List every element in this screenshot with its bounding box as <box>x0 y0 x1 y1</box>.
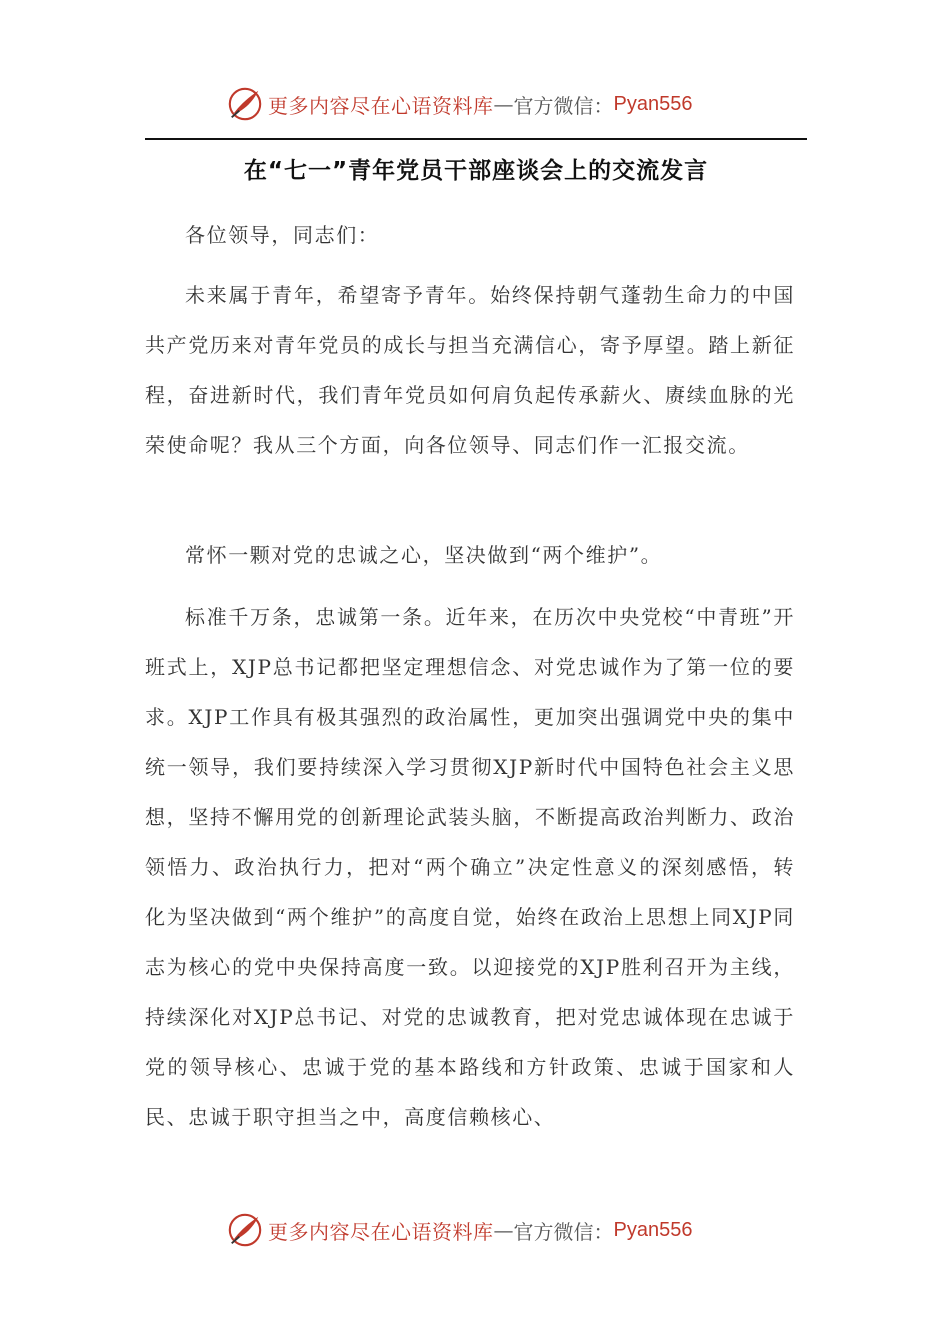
banner-brand-text: 更多内容尽在心语资料库 <box>268 93 494 118</box>
banner-brand-text: 更多内容尽在心语资料库 <box>268 1219 494 1244</box>
banner-wechat-id: Pyan556 <box>613 92 693 115</box>
paragraph-intro: 未来属于青年，希望寄予青年。始终保持朝气蓬勃生命力的中国共产党历来对青年党员的成长与担当充满信心，寄予厚望。踏上新征程，奋进新时代，我们青年党员如何肩负起传承薪火、赓续血脉的光荣使命呢？我从三个方面，向各位领导、同志们作一汇报交流。 <box>145 283 795 457</box>
footer-banner <box>226 1208 692 1252</box>
header-divider <box>145 138 807 140</box>
paragraph-heading-loyalty: 常怀一颗对党的忠诚之心，坚决做到“两个维护”。 <box>185 543 663 567</box>
banner-wechat-label: 官方微信： <box>513 1219 614 1244</box>
banner-separator: — <box>493 92 514 116</box>
banner-separator: — <box>493 1218 514 1242</box>
banner-wechat-label: 官方微信： <box>513 93 614 118</box>
banner-wechat-id: Pyan556 <box>613 1218 693 1241</box>
document-title: 在“七一”青年党员干部座谈会上的交流发言 <box>243 158 709 184</box>
header-banner <box>226 82 692 126</box>
paragraph-loyalty-body: 标准千万条，忠诚第一条。近年来，在历次中央党校“中青班”开班式上，XJP总书记都把坚定理想信念、对党忠诚作为了第一位的要求。XJP工作具有极其强烈的政治属性，更加突出强调党中央的集中统一领导，我们要持续深入学习贯彻XJP新时代中国特色社会主义思想，坚持不懈用党的创新理论武装头脑，不断提高政治判断力、政治领悟力、政治执行力，把对“两个确立”决定性意义的深刻感悟，转化为坚决做到“两个维护”的高度自觉，始终在政治上思想上同XJP同志为核心的党中央保持高度一致。以迎接党的XJP胜利召开为主线，持续深化对XJP总书记、对党的忠诚教育，把对党忠诚体现在忠诚于党的领导核心、忠诚于党的基本路线和方针政策、忠诚于国家和人民、忠诚于职守担当之中，高度信赖核心、 <box>145 605 795 1129</box>
greeting: 各位领导，同志们： <box>185 223 380 247</box>
quill-pen-logo-icon <box>226 85 264 123</box>
quill-pen-logo-icon <box>226 1211 264 1249</box>
